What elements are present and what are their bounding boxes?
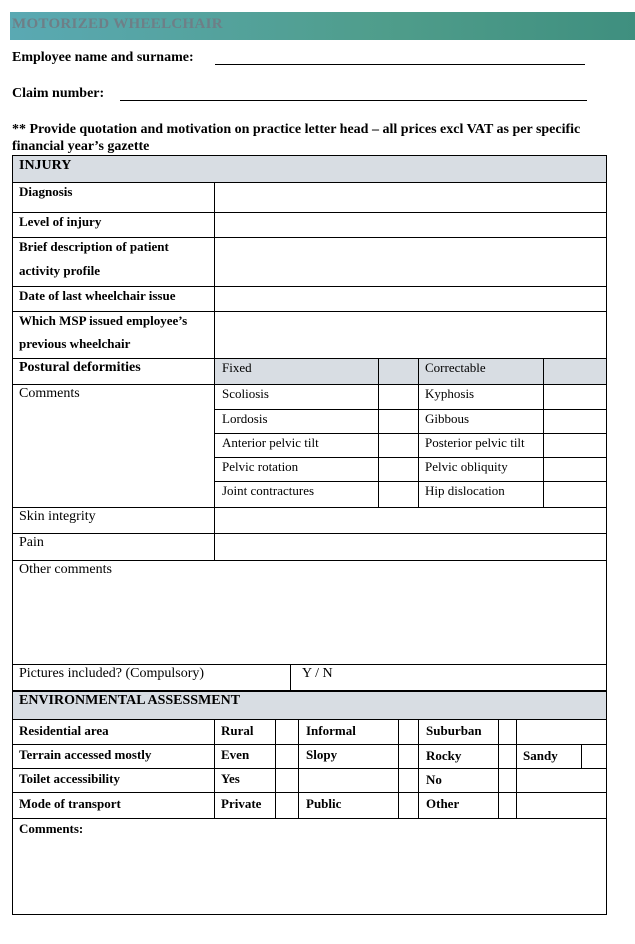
sandy-label: Sandy: [523, 748, 558, 763]
suburban-label: Suburban: [426, 723, 482, 738]
employee-name-field[interactable]: [215, 64, 585, 65]
toilet-label: Toilet accessibility: [19, 771, 120, 786]
anterior-pelvic-tilt-label: Anterior pelvic tilt: [222, 435, 319, 450]
transport-label: Mode of transport: [19, 796, 121, 811]
injury-table: [12, 155, 607, 691]
other-label: Other: [426, 796, 460, 811]
claim-number-field[interactable]: [120, 100, 587, 101]
public-label: Public: [306, 796, 342, 811]
pain-label: Pain: [19, 535, 44, 550]
msp-label-1: Which MSP issued employee’s: [19, 313, 188, 328]
even-label: Even: [221, 747, 250, 762]
pelvic-rotation-label: Pelvic rotation: [222, 459, 299, 474]
pictures-yn[interactable]: Y / N: [302, 666, 333, 681]
residential-label: Residential area: [19, 723, 109, 738]
instruction-note: ** Provide quotation and motivation on practice letter head – all prices excl VAT as per specific financial year’s gazette: [12, 122, 581, 154]
brief-label-2: activity profile: [19, 263, 100, 278]
joint-contractures-label: Joint contractures: [222, 483, 315, 498]
pictures-label: Pictures included? (Compulsory): [19, 666, 205, 681]
injury-heading: INJURY: [19, 158, 72, 173]
hip-dislocation-label: Hip dislocation: [425, 483, 505, 498]
yes-label: Yes: [221, 771, 240, 786]
brief-label-1: Brief description of patient: [19, 239, 169, 254]
gibbous-label: Gibbous: [425, 411, 470, 426]
other-comments-label: Other comments: [19, 562, 112, 577]
claim-label: Claim number:: [12, 86, 105, 101]
employee-label: Employee name and surname:: [12, 50, 194, 65]
no-label: No: [426, 772, 442, 787]
date-issue-label: Date of last wheelchair issue: [19, 288, 176, 303]
private-label: Private: [221, 796, 262, 811]
rural-label: Rural: [221, 723, 254, 738]
diagnosis-label: Diagnosis: [19, 184, 73, 199]
informal-label: Informal: [306, 723, 356, 738]
title-banner: [10, 12, 635, 40]
posterior-pelvic-tilt-label: Posterior pelvic tilt: [425, 435, 525, 450]
kyphosis-label: Kyphosis: [425, 386, 475, 401]
level-label: Level of injury: [19, 214, 102, 229]
env-heading: ENVIRONMENTAL ASSESSMENT: [19, 693, 241, 708]
correctable-label: Correctable: [425, 360, 486, 375]
slopy-label: Slopy: [306, 747, 338, 762]
injury-header-shade: [13, 156, 606, 182]
form-title: MOTORIZED WHEELCHAIR: [12, 16, 223, 32]
correctable-check-shade: [544, 359, 606, 384]
scoliosis-label: Scoliosis: [222, 386, 269, 401]
rocky-label: Rocky: [426, 748, 462, 763]
fixed-check-shade: [379, 359, 418, 384]
terrain-label: Terrain accessed mostly: [19, 747, 152, 762]
skin-integrity-label: Skin integrity: [19, 509, 96, 524]
comments-label: Comments: [19, 386, 80, 401]
msp-label-2: previous wheelchair: [19, 336, 131, 351]
postural-label: Postural deformities: [19, 360, 141, 375]
lordosis-label: Lordosis: [222, 411, 268, 426]
env-comments-label: Comments:: [19, 821, 84, 836]
pelvic-obliquity-label: Pelvic obliquity: [425, 459, 508, 474]
fixed-label: Fixed: [222, 360, 252, 375]
